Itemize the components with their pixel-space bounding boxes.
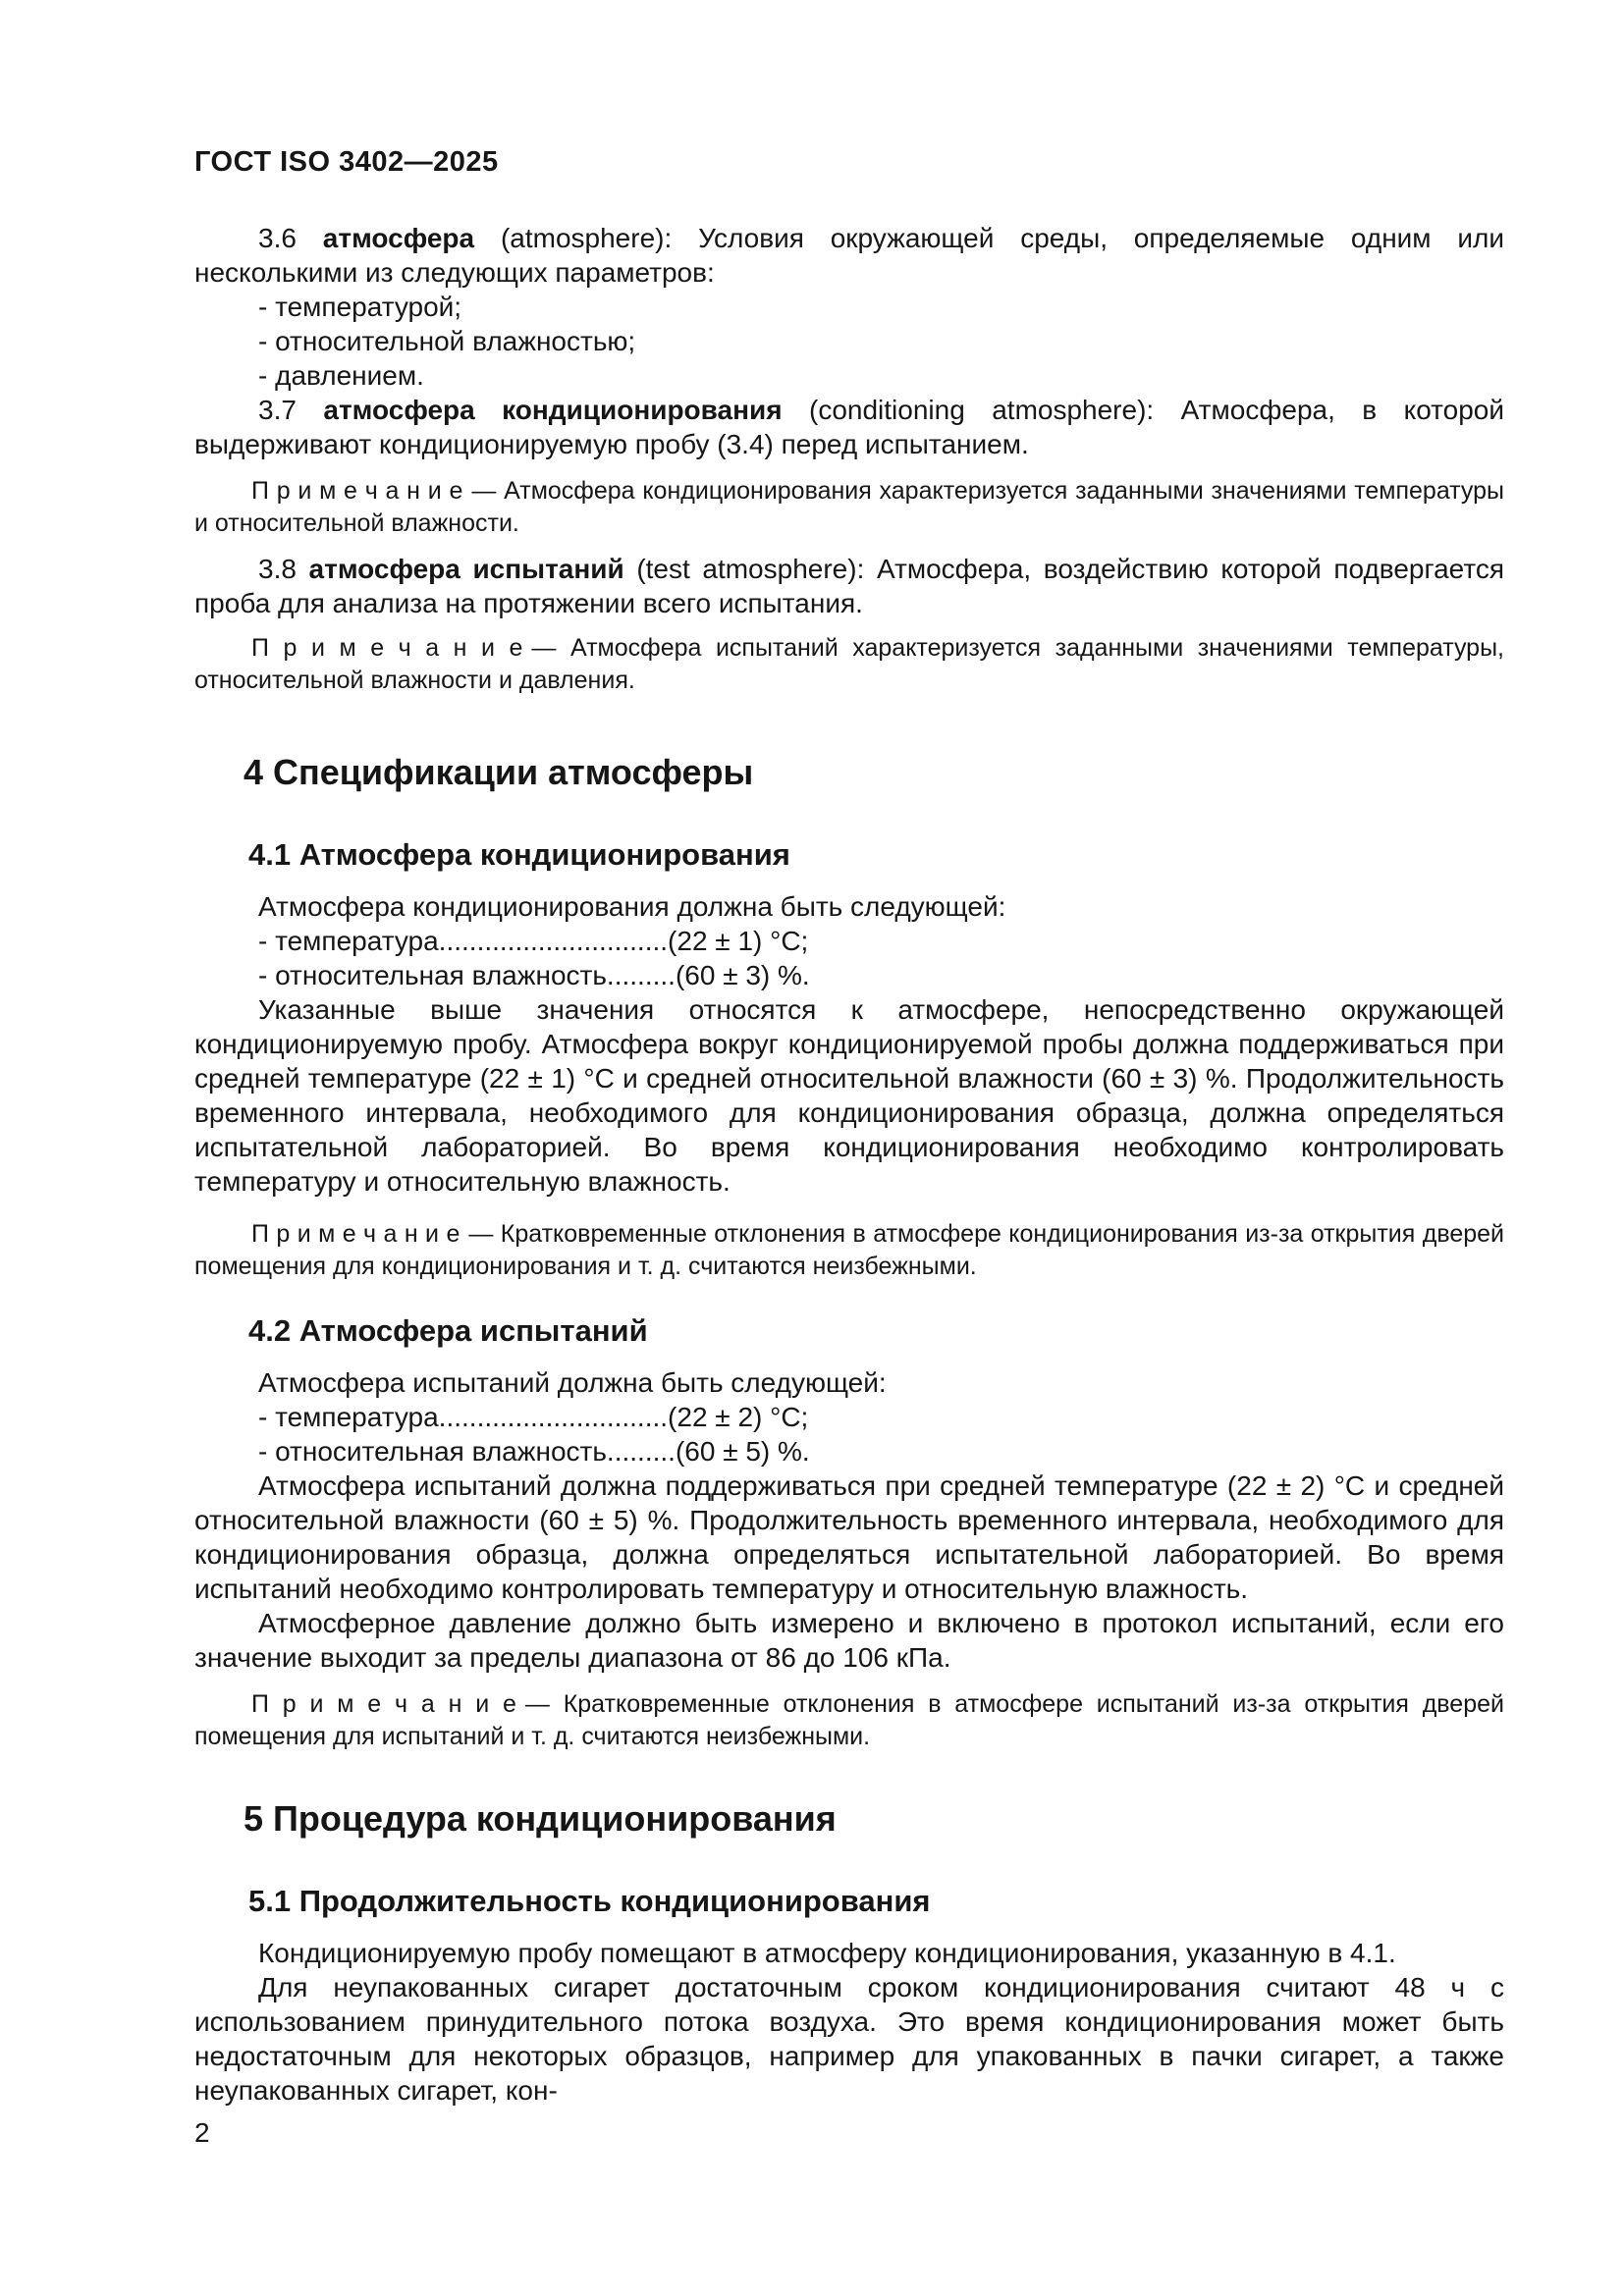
term-definition: (test atmosphere): Атмосфера, воздействию которой подвергается проба для анализа на протяжении всего испытания. [194,554,1504,618]
note-4-2 [194,1688,1504,1753]
section-5-1-heading: 5.1 Продолжительность кондиционирования [248,1884,931,1918]
term-name: атмосфера кондиционирования [323,395,783,425]
note-text: — Кратковременные отклонения в атмосфере кондиционирования из-за открытия дверей помещения для кондиционирования и т. д. считаются неизбежными. [194,1220,1504,1280]
section-4-1-heading: 4.1 Атмосфера кондиционирования [248,837,790,872]
section-5-heading: 5 Процедура кондиционирования [244,1798,837,1839]
list-item-humidity: - относительной влажностью; [258,326,636,356]
term-number: 3.6 [258,223,297,253]
note-label: П р и м е ч а н и е [251,1220,460,1248]
note-label: П р и м е ч а н и е [251,1690,516,1718]
spec-line-temperature: - температура..............................(22 ± 1) °С; [258,926,809,956]
term-paragraph-3-8 [194,552,1504,620]
section-4-1-intro: Атмосфера кондиционирования должна быть следующей: [258,891,1006,922]
section-4-2-heading: 4.2 Атмосфера испытаний [248,1313,648,1348]
section-4-1-paragraph: Указанные выше значения относятся к атмосфере, непосредственно окружающей кондиционируемую пробу. Атмосфера вокруг кондиционируемой пробы должна поддерживаться при средней температуре (22 ± 1) °С и средней относительной влажности (60 ± 3) %. Продолжительность временного интервала, необходимого для кондиционирования образца, должна определяться испытательной лабораторией. Во время кондиционирования необходимо контролировать температуру и относительную влажность. [194,994,1504,1197]
term-number: 3.8 [258,554,297,584]
section-4-2-paragraph-2: Атмосферное давление должно быть измерено и включено в протокол испытаний, если его значение выходит за пределы диапазона от 86 до 106 кПа. [194,1608,1504,1673]
document-header: ГОСТ ISO 3402—2025 [194,146,499,178]
note-3-7 [194,475,1504,540]
list-item-pressure: - давлением. [258,360,424,391]
note-label: П р и м е ч а н и е [251,634,523,662]
term-paragraph-3-7 [194,393,1504,461]
spec-line-humidity: - относительная влажность.........(60 ± 3) %. [258,960,810,990]
section-4-2-intro: Атмосфера испытаний должна быть следующей: [258,1367,887,1398]
list-item-temperature: - температурой; [258,292,462,322]
note-text: — Атмосфера испытаний характеризуется заданными значениями температуры, относительной влажности и давления. [194,634,1505,694]
term-name: атмосфера испытаний [308,554,624,584]
term-definition: (conditioning atmosphere): Атмосфера, в которой выдерживают кондиционируемую пробу (3.4) перед испытанием. [194,395,1505,459]
term-number: 3.7 [258,395,297,425]
spec-line-temperature: - температура..............................(22 ± 2) °С; [258,1402,809,1432]
note-4-1 [194,1218,1504,1283]
note-3-8 [194,632,1504,697]
section-4-2-paragraph-1: Атмосфера испытаний должна поддерживаться при средней температуре (22 ± 2) °С и средней относительной влажности (60 ± 5) %. Продолжительность временного интервала, необходимого для кондиционирования образца, должна определяться испытательной лабораторией. Во время испытаний необходимо контролировать температуру и относительную влажность. [194,1470,1504,1604]
spec-line-humidity: - относительная влажность.........(60 ± 5) %. [258,1436,810,1467]
term-definition: (atmosphere): Условия окружающей среды, определяемые одним или несколькими из следующих параметров: [194,223,1505,288]
note-label: П р и м е ч а н и е [251,477,463,505]
term-paragraph-3-6 [194,221,1504,290]
note-text: — Атмосфера кондиционирования характеризуется заданными значениями температуры и относительной влажности. [194,477,1504,537]
section-5-1-paragraph-2: Для неупакованных сигарет достаточным сроком кондиционирования считают 48 ч с использованием принудительного потока воздуха. Это время кондиционирования может быть недостаточным для некоторых образцов, например для упакованных в пачки сигарет, а также неупакованных сигарет, кон- [194,1972,1504,2106]
section-4-heading: 4 Спецификации атмосферы [244,752,754,792]
note-text: — Кратковременные отклонения в атмосфере испытаний из-за открытия дверей помещения для испытаний и т. д. считаются неизбежными. [194,1690,1504,1750]
section-5-1-paragraph-1: Кондиционируемую пробу помещают в атмосферу кондиционирования, указанную в 4.1. [258,1938,1396,1968]
page-number: 2 [194,2117,210,2148]
term-name: атмосфера [322,223,475,253]
